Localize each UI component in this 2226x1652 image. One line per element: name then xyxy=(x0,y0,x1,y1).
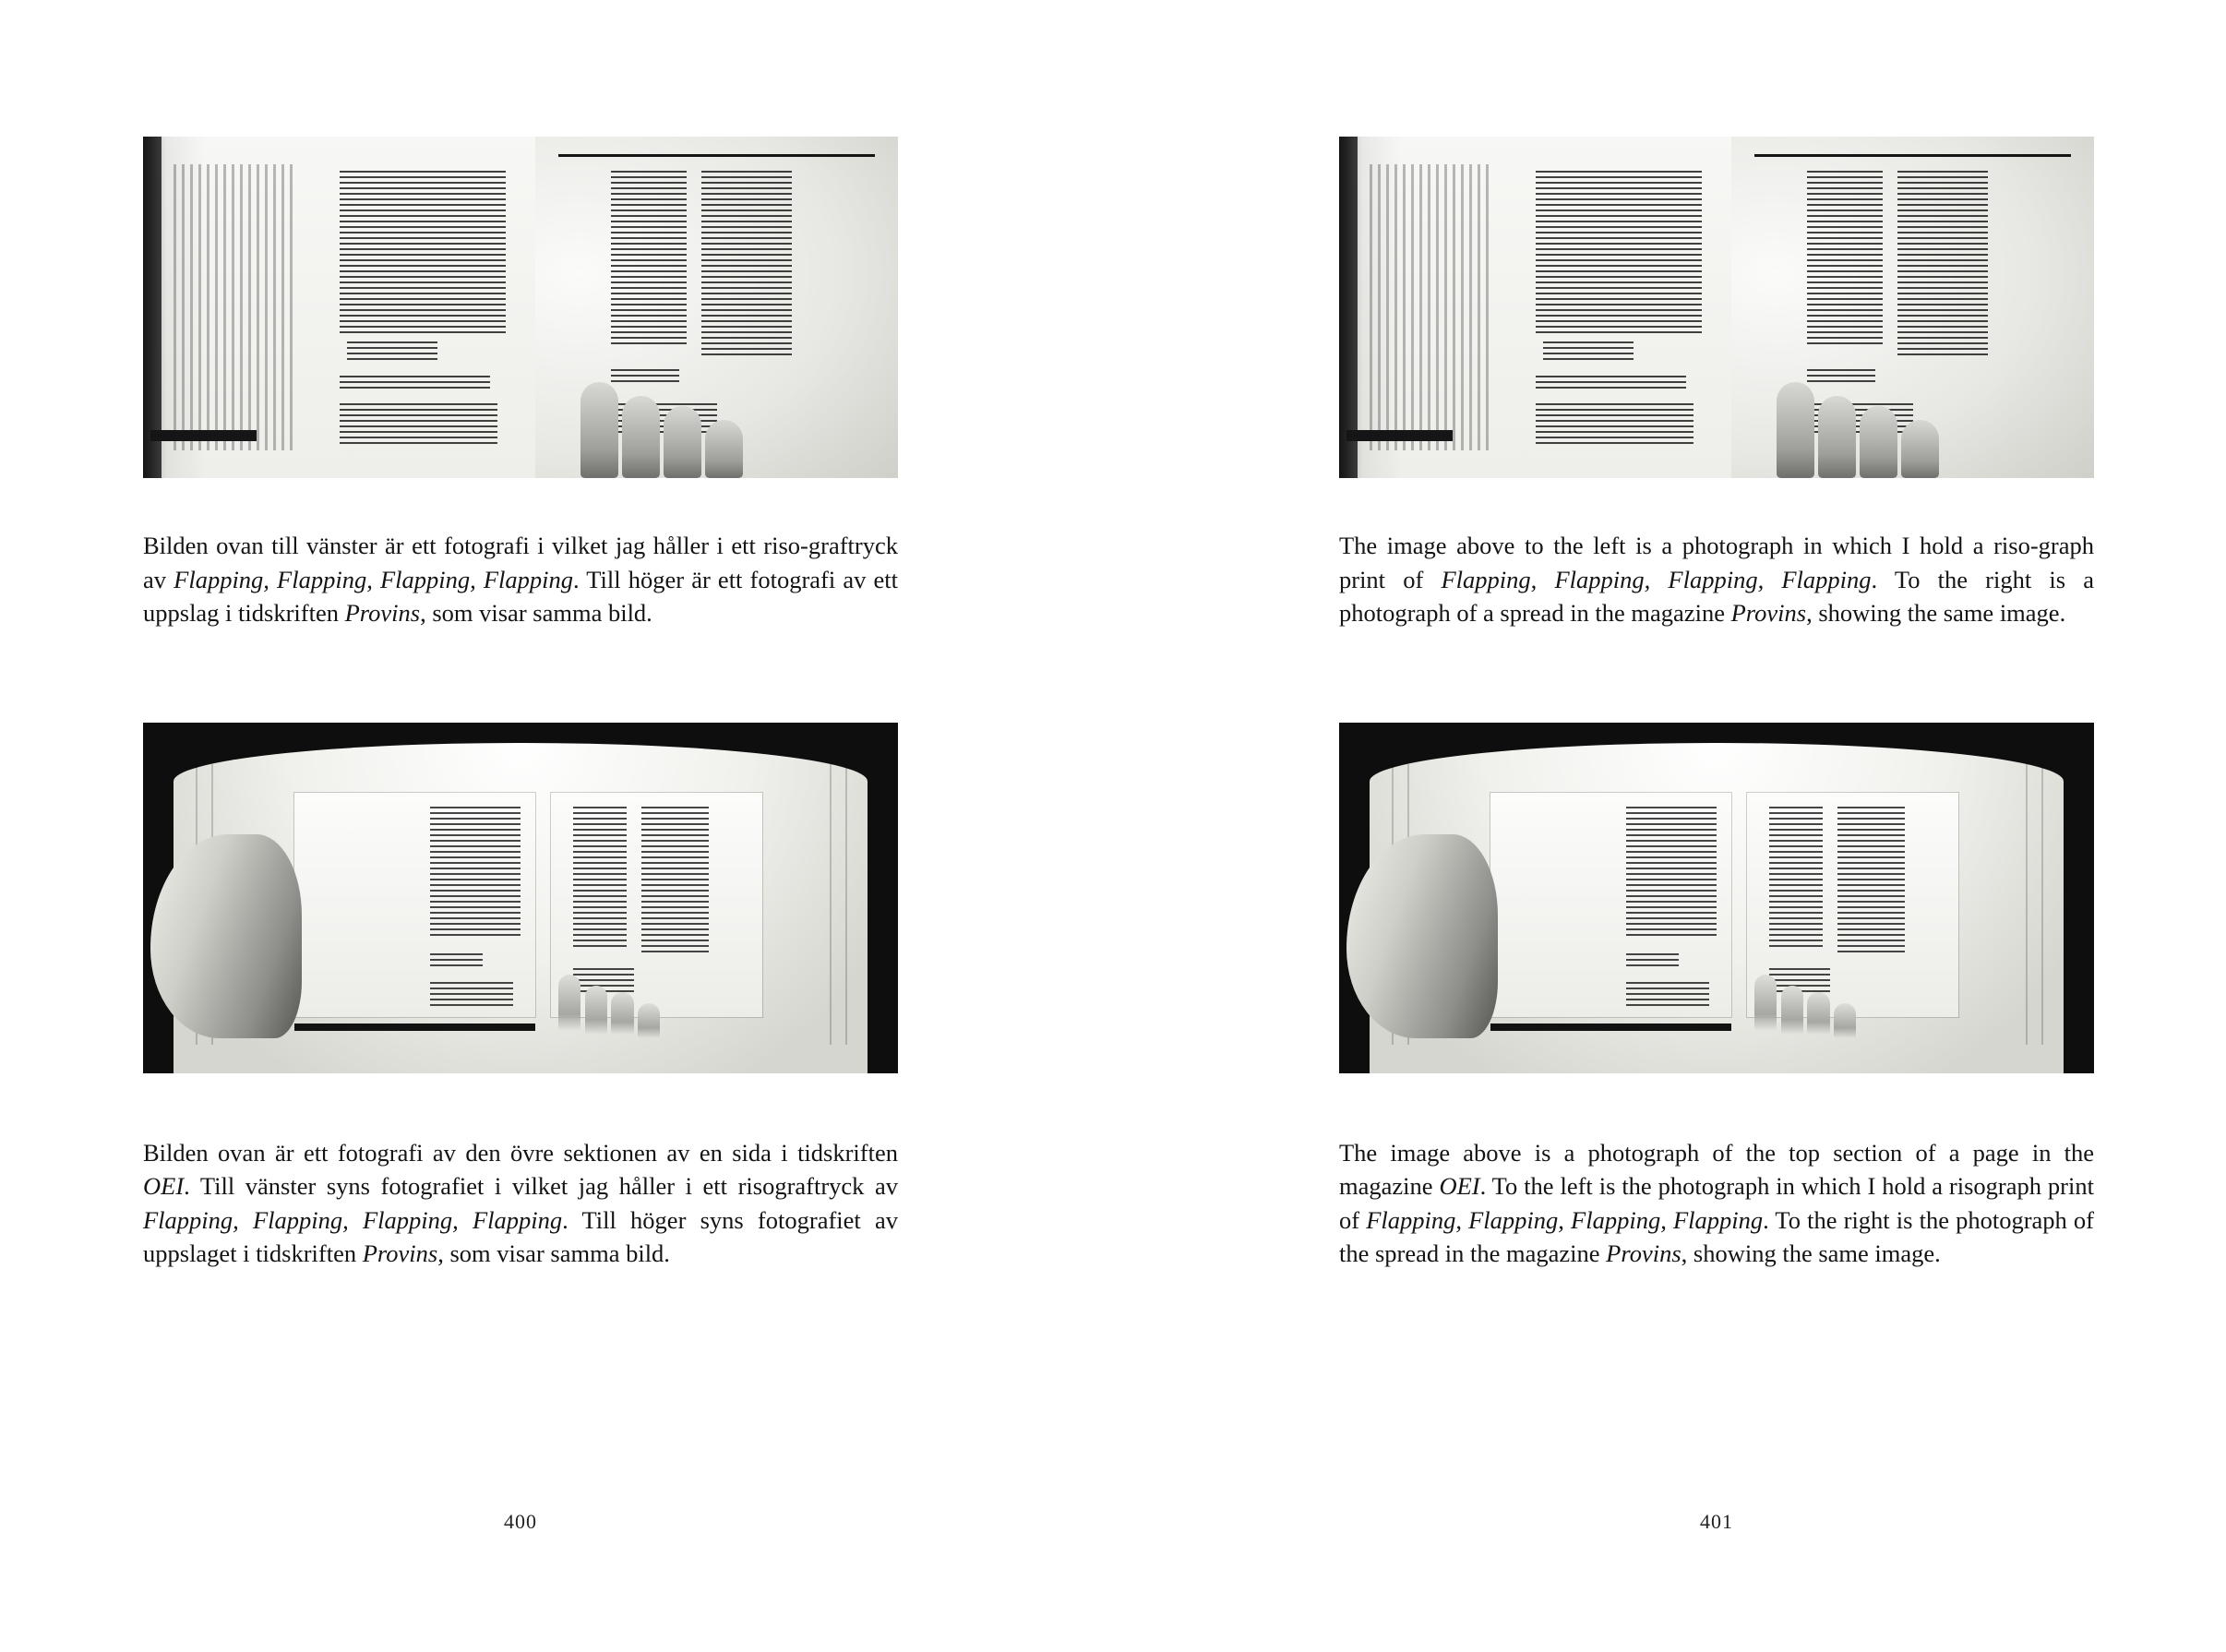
page-left-content xyxy=(143,137,898,1521)
photograph-open-book-top-section xyxy=(143,723,898,1073)
caption-top-right xyxy=(1339,529,2094,630)
caption-top-left xyxy=(143,529,898,630)
caption-text: . Till höger syns fotografiet av uppslaget i tidskriften xyxy=(143,1205,898,1268)
caption-text: , som visar samma bild. xyxy=(420,599,652,628)
caption-text: . To the right is a photograph of a spread in the magazine xyxy=(1339,565,2094,628)
caption-text: The image above is a photograph of the top section of a page in the magazine xyxy=(1339,1138,2094,1201)
caption-title: Flapping, Flapping, Flapping, Flapping xyxy=(143,1205,563,1234)
photograph-risograph-print-and-magazine-spread xyxy=(143,137,898,478)
figure-risograph-and-magazine-left xyxy=(143,137,898,478)
caption-text: The image above to the left is a photograph in which I hold a riso-graph print of xyxy=(1339,532,2094,593)
caption-text: Bilden ovan till vänster är ett fotografi i vilket jag håller i ett riso-graftryck av xyxy=(143,532,898,593)
caption-title: Provins xyxy=(1730,599,1807,628)
caption-title: OEI xyxy=(1439,1172,1480,1201)
photograph-open-book-top-section xyxy=(1339,723,2094,1073)
folio-right: 401 xyxy=(1700,1510,1733,1533)
caption-title: Provins xyxy=(344,599,421,628)
caption-text: . Till vänster syns fotografiet i vilket jag håller i ett risograftryck av xyxy=(184,1172,898,1201)
folio-left: 400 xyxy=(504,1510,537,1533)
caption-title: Provins xyxy=(362,1239,438,1268)
caption-text: . To the right is the photograph of the spread in the magazine xyxy=(1339,1205,2095,1268)
caption-text: Bilden ovan är ett fotografi av den övre sektionen av en sida i tidskriften xyxy=(143,1138,898,1167)
caption-title: OEI xyxy=(143,1172,185,1201)
caption-text: , showing the same image. xyxy=(1681,1239,1941,1268)
caption-text: , showing the same image. xyxy=(1806,599,2066,628)
photograph-risograph-print-and-magazine-spread xyxy=(1339,137,2094,478)
page-right-content xyxy=(1339,137,2094,1521)
caption-bottom-right xyxy=(1339,1136,2094,1271)
caption-text: , som visar samma bild. xyxy=(437,1239,670,1268)
caption-title: Flapping, Flapping, Flapping, Flapping xyxy=(1366,1205,1764,1234)
page-right xyxy=(1113,0,2226,1652)
figure-risograph-and-magazine-right xyxy=(1339,137,2094,478)
figure-open-book-left xyxy=(143,723,898,1073)
caption-title: Provins xyxy=(1606,1239,1681,1268)
caption-title: Flapping, Flapping, Flapping, Flapping xyxy=(1441,565,1872,593)
figure-open-book-right xyxy=(1339,723,2094,1073)
caption-bottom-left xyxy=(143,1136,898,1271)
caption-text: . To the left is the photograph in which I hold a risograph print of xyxy=(1339,1172,2094,1234)
caption-title: Flapping, Flapping, Flapping, Flapping xyxy=(174,565,574,593)
caption-text: . Till höger är ett fotografi av ett uppslag i tidskriften xyxy=(143,565,898,628)
